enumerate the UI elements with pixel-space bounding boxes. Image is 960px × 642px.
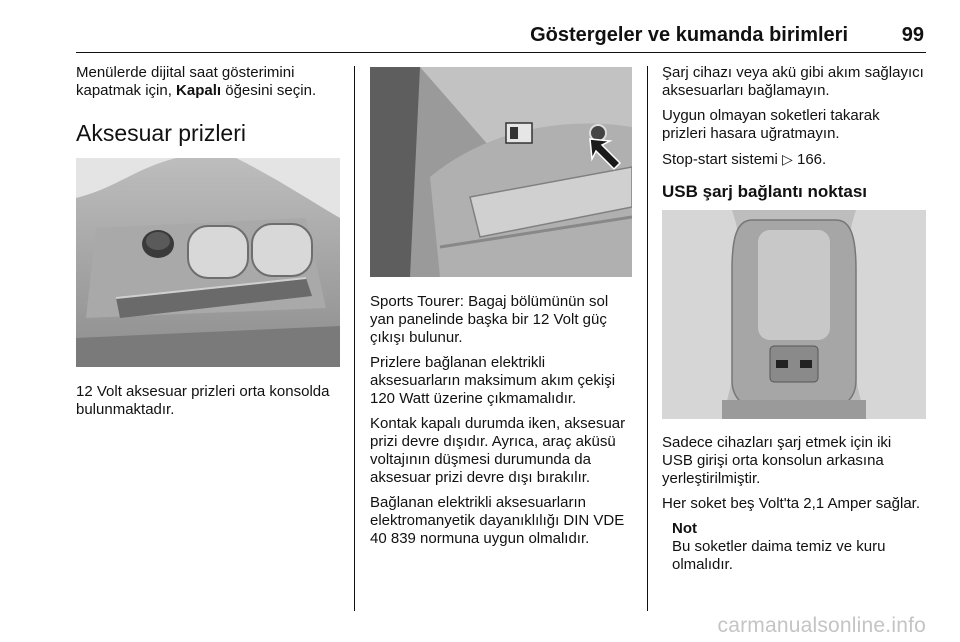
column-1-caption-block <box>76 383 342 426</box>
figure-usb-ports <box>662 210 926 419</box>
column-1 <box>76 64 342 107</box>
paragraph-emc: Bağlanan elektrikli aksesuarların elektromanyetik dayanıklılığı DIN VDE 40 839 normuna uygun olmalıdır. <box>370 494 625 547</box>
paragraph-unsuitable-plugs: Uygun olmayan soketleri takarak prizleri hasara uğratmayın. <box>662 107 880 142</box>
paragraph-usb-output: Her soket beş Volt'ta 2,1 Amper sağlar. <box>662 495 921 512</box>
column-3-lower <box>662 434 926 574</box>
note-text: Bu soketler daima temiz ve kuru olmalıdır. <box>672 538 886 573</box>
page-reference-arrow-icon: ▷ <box>782 151 793 167</box>
stop-start-page: 166. <box>792 151 827 168</box>
intro-pre: kapatmak için, <box>76 82 177 99</box>
column-divider-2 <box>647 66 648 611</box>
intro-post: öğesini seçin. <box>221 82 317 99</box>
paragraph-no-power-sources: Şarj cihazı veya akü gibi akım sağlayıcı aksesuarları bağlamayın. <box>662 64 924 99</box>
column-3 <box>662 64 926 213</box>
note-box <box>672 520 926 574</box>
socket-caption: 12 Volt aksesuar prizleri orta konsolda bulunmaktadır. <box>76 383 330 418</box>
intro-bold-term: Kapalı <box>176 82 222 99</box>
watermark: carmanualsonline.info <box>717 614 926 637</box>
page-number: 99 <box>901 24 924 46</box>
paragraph-max-current: Prizlere bağlanan elektrikli aksesuarların maksimum akım çekişi 120 Watt üzerine çıkmamalıdır. <box>370 354 616 407</box>
header-rule <box>76 52 926 53</box>
paragraph-usb-location: Sadece cihazları şarj etmek için iki USB girişi orta konsolun arkasına yerleştirilmiştir. <box>662 434 892 487</box>
page-header-title: Göstergeler ve kumanda birimleri <box>530 24 848 46</box>
note-title: Not <box>672 520 697 537</box>
intro-line-1: Menülerde dijital saat gösterimini <box>76 64 295 81</box>
paragraph-ignition-off: Kontak kapalı durumda iken, aksesuar prizi devre dışıdır. Ayrıca, araç aküsü voltajının düşmesi durumunda da aksesuar prizi devre dışı bırakılır. <box>370 415 626 486</box>
usb-section-title: USB şarj bağlantı noktası <box>662 182 867 201</box>
stop-start-text: Stop-start sistemi <box>662 151 783 168</box>
column-divider-1 <box>354 66 355 611</box>
column-2 <box>370 293 632 555</box>
section-title: Aksesuar prizleri <box>76 120 246 146</box>
figure-trunk-socket <box>370 67 632 277</box>
paragraph-sports-tourer: Sports Tourer: Bagaj bölümünün sol yan panelinde başka bir 12 Volt güç çıkışı bulunur. <box>370 293 609 346</box>
intro-paragraph <box>76 64 342 100</box>
paragraph-stop-start <box>662 150 926 169</box>
figure-center-console-socket <box>76 158 340 367</box>
